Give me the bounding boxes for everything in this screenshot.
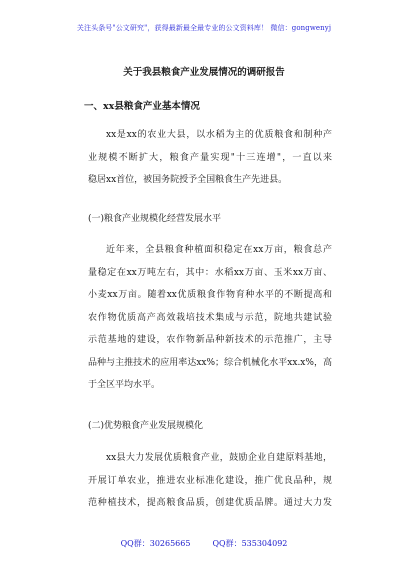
paragraph-line: 示范基地的建设，农作物新品种新技术的示范推广，主导 bbox=[88, 335, 332, 345]
paragraph-line: 开展订单农业，推进农业标准化建设，推广优良品种，规 bbox=[88, 475, 332, 486]
paragraph-line: 于全区平均水平。 bbox=[88, 380, 161, 390]
paragraph-line: 小麦xx万亩。随着xx优质粮食作物育种水平的不断提高和 bbox=[88, 290, 332, 300]
section-heading-1: 一、xx县粮食产业基本情况 bbox=[84, 101, 200, 112]
header-banner: 关注头条号"公文研究"，获得最新最全最专业的公文资料库！ 微信：gongwenyj bbox=[76, 24, 332, 32]
paragraph-line: 农作物优质高产高效栽培技术集成与示范，院地共建试验 bbox=[88, 312, 332, 323]
footer-qq-group-2: QQ群：535304092 bbox=[212, 539, 288, 548]
paragraph-line: 稳居xx首位，被国务院授予全国粮食生产先进县。 bbox=[88, 175, 288, 185]
footer bbox=[0, 538, 408, 549]
sub-heading-2: (二)优势粮食产业发展规模化 bbox=[88, 421, 204, 431]
paragraph-line: 量稳定在xx万吨左右，其中：水稻xx万亩、玉米xx万亩、 bbox=[88, 267, 332, 278]
document-title: 关于我县粮食产业发展情况的调研报告 bbox=[123, 67, 285, 78]
sub2-paragraph bbox=[88, 447, 332, 515]
sub-heading-1: (一)粮食产业规模化经营发展水平 bbox=[88, 214, 222, 224]
paragraph-line: xx县大力发展优质粮食产业，鼓励企业自建原料基地， bbox=[106, 453, 332, 463]
paragraph-line: 品种与主推技术的应用率达xx%；综合机械化水平xx.x%，高 bbox=[88, 357, 332, 368]
intro-paragraph bbox=[88, 124, 332, 192]
paragraph-line: 业规模不断扩大，粮食产量实现"十三连增"，一直以来 bbox=[88, 152, 332, 163]
paragraph-line: 近年来，全县粮食种植面积稳定在xx万亩，粮食总产 bbox=[106, 245, 332, 255]
sub1-paragraph bbox=[88, 239, 332, 397]
paragraph-line: xx是xx的农业大县，以水稻为主的优质粮食和制种产 bbox=[106, 130, 332, 140]
paragraph-line: 范种植技术，提高粮食品质，创建优质品牌。通过大力发 bbox=[88, 498, 332, 508]
footer-qq-group-1: QQ群：30265665 bbox=[120, 539, 191, 548]
